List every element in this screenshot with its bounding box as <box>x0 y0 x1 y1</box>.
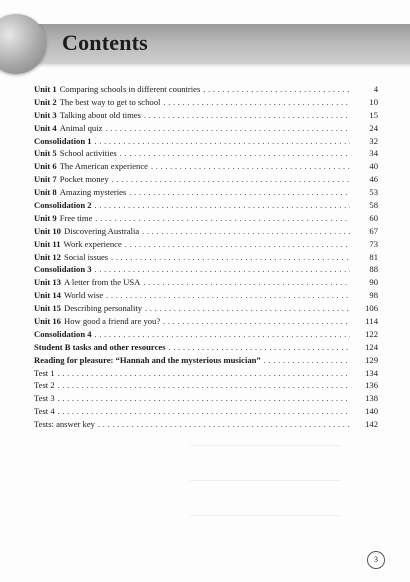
toc-entry-label: Unit 11 <box>34 238 61 249</box>
toc-entry[interactable] <box>34 199 378 212</box>
toc-entry-page: 124 <box>365 341 378 352</box>
toc-entry-title: The best way to get to school <box>59 96 161 107</box>
toc-entry[interactable] <box>34 315 378 328</box>
toc-entry-title: Describing personality <box>63 303 143 314</box>
toc-entry-page: 73 <box>369 238 378 249</box>
toc-entry-page: 60 <box>369 212 378 223</box>
toc-entry-page: 40 <box>369 161 378 172</box>
toc-entry-label: Unit 5 <box>34 148 57 159</box>
dot-leader <box>58 379 350 393</box>
dot-leader <box>125 238 350 252</box>
toc-entry-label: Tests: answer key <box>34 419 95 430</box>
toc-entry[interactable] <box>34 302 378 315</box>
dot-leader <box>203 83 350 97</box>
toc-entry-label: Unit 8 <box>34 187 57 198</box>
toc-entry-title: Discovering Australia <box>63 225 140 236</box>
toc-entry-label: Unit 16 <box>34 316 61 327</box>
dot-leader <box>95 212 350 226</box>
toc-entry-page: 142 <box>365 419 378 430</box>
toc-entry-label: Unit 15 <box>34 303 61 314</box>
toc-entry-label: Unit 14 <box>34 290 61 301</box>
toc-entry[interactable] <box>34 405 378 418</box>
toc-entry-page: 32 <box>369 135 378 146</box>
toc-entry-label: Unit 13 <box>34 277 61 288</box>
toc-entry-page: 138 <box>365 393 378 404</box>
toc-entry-label: Test 2 <box>34 380 55 391</box>
toc-entry[interactable] <box>34 341 378 354</box>
toc-entry-label: Consolidation 3 <box>34 264 92 275</box>
dot-leader <box>98 418 350 432</box>
toc-entry[interactable] <box>34 367 378 380</box>
toc-entry[interactable] <box>34 251 378 264</box>
toc-entry[interactable] <box>34 109 378 122</box>
dot-leader <box>129 186 350 200</box>
dot-leader <box>144 109 350 123</box>
toc-entry-page: 140 <box>365 406 378 417</box>
toc-entry-title: Amazing mysteries <box>59 187 127 198</box>
toc-entry-label: Test 1 <box>34 367 55 378</box>
page-title: Contents <box>62 30 148 55</box>
toc-entry-label: Test 3 <box>34 393 55 404</box>
toc-entry-page: 136 <box>365 380 378 391</box>
toc-entry[interactable] <box>34 354 378 367</box>
toc-entry-page: 58 <box>369 200 378 211</box>
toc-entry[interactable] <box>34 147 378 160</box>
toc-entry-label: Unit 3 <box>34 109 57 120</box>
toc-entry-page: 15 <box>369 109 378 120</box>
toc-entry[interactable] <box>34 379 378 392</box>
dot-leader <box>264 354 350 368</box>
dot-leader <box>142 225 350 239</box>
toc-entry-page: 24 <box>369 122 378 133</box>
dot-leader <box>145 302 350 316</box>
toc-entry-page: 53 <box>369 187 378 198</box>
dot-leader <box>95 263 350 277</box>
toc-entry-title: Work experience <box>63 238 122 249</box>
toc-entry-title: Social issues <box>63 251 109 262</box>
toc-entry-page: 106 <box>365 303 378 314</box>
toc-entry-title: How good a friend are you? <box>63 316 161 327</box>
dot-leader <box>169 341 350 355</box>
faint-rule <box>190 480 340 481</box>
toc-entry-label: Consolidation 4 <box>34 328 92 339</box>
toc-entry-label: Test 4 <box>34 406 55 417</box>
dot-leader <box>163 96 350 110</box>
toc-entry-page: 34 <box>369 148 378 159</box>
toc-entry-title: School activities <box>59 148 117 159</box>
toc-entry-label: Unit 2 <box>34 96 57 107</box>
toc-entry-title: Free time <box>59 212 93 223</box>
toc-entry[interactable] <box>34 276 378 289</box>
toc-entry[interactable] <box>34 96 378 109</box>
toc-entry-page: 114 <box>365 316 378 327</box>
toc-entry-label: Unit 9 <box>34 212 57 223</box>
dot-leader <box>143 276 350 290</box>
toc-entry[interactable] <box>34 328 378 341</box>
dot-leader <box>95 328 350 342</box>
toc-entry-title: Comparing schools in different countries <box>59 84 201 94</box>
toc-entry-page: 122 <box>365 328 378 339</box>
toc-entry[interactable] <box>34 160 378 173</box>
toc-entry[interactable] <box>34 263 378 276</box>
toc-entry-page: 129 <box>365 354 378 365</box>
dot-leader <box>58 405 350 419</box>
toc-entry-page: 90 <box>369 277 378 288</box>
faint-rule <box>190 515 340 516</box>
toc-entry[interactable] <box>34 225 378 238</box>
toc-entry-label: Unit 6 <box>34 161 57 172</box>
dot-leader <box>151 160 350 174</box>
toc-entry-title: A letter from the USA <box>63 277 141 288</box>
toc-entry-label: Consolidation 1 <box>34 135 92 146</box>
toc-entry[interactable] <box>34 418 378 431</box>
toc-entry-page: 4 <box>373 84 378 94</box>
toc-entry-page: 98 <box>369 290 378 301</box>
toc-entry-page: 46 <box>369 174 378 185</box>
toc-entry[interactable] <box>34 135 378 148</box>
toc-entry-title: The American experience <box>59 161 148 172</box>
toc-entry[interactable] <box>34 289 378 302</box>
page-number-badge: 3 <box>367 551 385 569</box>
toc-entry-label: Unit 1 <box>34 84 57 94</box>
toc-entry[interactable] <box>34 212 378 225</box>
toc-entry-title: Pocket money <box>59 174 109 185</box>
faint-rule <box>190 445 340 446</box>
dot-leader <box>106 289 350 303</box>
toc-entry-page: 67 <box>369 225 378 236</box>
toc-entry[interactable] <box>34 186 378 199</box>
dot-leader <box>120 147 350 161</box>
dot-leader <box>105 122 350 136</box>
toc-entry-page: 134 <box>365 367 378 378</box>
toc-entry-title: Animal quiz <box>59 122 103 133</box>
toc-entry[interactable] <box>34 392 378 405</box>
table-of-contents <box>34 83 378 431</box>
toc-entry-label: Unit 10 <box>34 225 61 236</box>
dot-leader <box>95 199 350 213</box>
toc-entry-label: Unit 4 <box>34 122 57 133</box>
dot-leader <box>58 367 350 381</box>
dot-leader <box>95 135 350 149</box>
toc-entry[interactable] <box>34 83 378 96</box>
toc-entry-page: 10 <box>369 96 378 107</box>
dot-leader <box>111 251 350 265</box>
toc-entry-label: Unit 7 <box>34 174 57 185</box>
dot-leader <box>58 392 350 406</box>
toc-entry-page: 81 <box>369 251 378 262</box>
toc-entry-label: Unit 12 <box>34 251 61 262</box>
toc-entry-label: Consolidation 2 <box>34 200 92 211</box>
toc-entry[interactable] <box>34 173 378 186</box>
toc-entry[interactable] <box>34 122 378 135</box>
dot-leader <box>163 315 350 329</box>
toc-entry-title: Talking about old times <box>59 109 141 120</box>
toc-entry-title: World wise <box>63 290 104 301</box>
toc-entry[interactable] <box>34 238 378 251</box>
toc-entry-label: Student B tasks and other resources <box>34 341 166 352</box>
dot-leader <box>112 173 350 187</box>
toc-entry-label: Reading for pleasure: “Hannah and the mysterious musician” <box>34 354 261 365</box>
toc-entry-page: 88 <box>369 264 378 275</box>
